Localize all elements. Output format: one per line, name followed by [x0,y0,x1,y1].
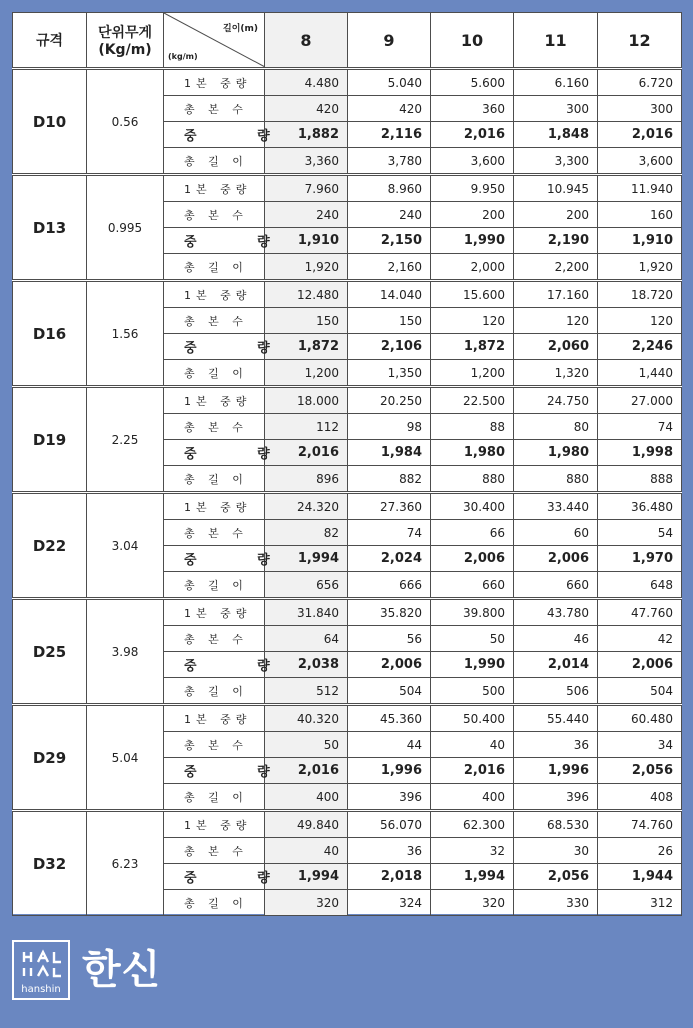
unit-weight-cell: 2.25 [87,388,164,492]
header-unit-weight-label: 단위무게 [97,25,153,41]
value-cell: 27.000 [598,388,682,414]
value-cell: 880 [431,466,514,492]
row-label: 중 량 [164,440,265,466]
value-cell: 660 [431,572,514,598]
value-cell: 2,190 [514,228,598,254]
value-cell: 880 [514,466,598,492]
value-cell: 66 [431,520,514,546]
hanshin-logo [12,940,70,1000]
value-cell: 39.800 [431,600,514,626]
value-cell: 312 [598,890,682,916]
value-cell: 35.820 [348,600,431,626]
unit-weight-cell: 0.56 [87,70,164,174]
row-label: 총 길 이 [164,148,265,174]
value-cell: 1,984 [348,440,431,466]
value-cell: 55.440 [514,706,598,732]
table-row [13,388,682,414]
value-cell: 82 [265,520,348,546]
row-label: 1본 중량 [164,600,265,626]
hanshin-logo-icon [14,942,68,982]
value-cell: 160 [598,202,682,228]
value-cell: 47.760 [598,600,682,626]
value-cell: 2,006 [514,546,598,572]
value-cell: 18.720 [598,282,682,308]
row-label: 중 량 [164,228,265,254]
value-cell: 3,600 [431,148,514,174]
value-cell: 43.780 [514,600,598,626]
value-cell: 40.320 [265,706,348,732]
table-row [13,706,682,732]
unit-weight-cell: 5.04 [87,706,164,810]
header-length-9: 9 [348,13,431,68]
value-cell: 2,006 [431,546,514,572]
value-cell: 420 [348,96,431,122]
value-cell: 15.600 [431,282,514,308]
value-cell: 64 [265,626,348,652]
header-length-weight-diagonal [164,13,265,68]
value-cell: 88 [431,414,514,440]
row-label: 1본 중량 [164,70,265,96]
spec-cell: D25 [13,600,87,704]
value-cell: 56.070 [348,812,431,838]
unit-weight-cell: 3.98 [87,600,164,704]
value-cell: 2,056 [514,864,598,890]
value-cell: 1,440 [598,360,682,386]
spec-cell: D29 [13,706,87,810]
value-cell: 42 [598,626,682,652]
value-cell: 2,014 [514,652,598,678]
table-row [13,600,682,626]
value-cell: 240 [265,202,348,228]
value-cell: 2,016 [265,758,348,784]
row-label: 중 량 [164,652,265,678]
value-cell: 3,360 [265,148,348,174]
value-cell: 24.750 [514,388,598,414]
value-cell: 2,024 [348,546,431,572]
spec-cell: D16 [13,282,87,386]
value-cell: 420 [265,96,348,122]
row-label: 총 본 수 [164,202,265,228]
value-cell: 2,006 [598,652,682,678]
value-cell: 22.500 [431,388,514,414]
value-cell: 50.400 [431,706,514,732]
value-cell: 396 [514,784,598,810]
row-label: 1본 중량 [164,812,265,838]
header-weight-label: (kg/m) [168,52,198,61]
value-cell: 68.530 [514,812,598,838]
value-cell: 2,150 [348,228,431,254]
row-label: 총 본 수 [164,414,265,440]
value-cell: 3,300 [514,148,598,174]
value-cell: 80 [514,414,598,440]
value-cell: 1,200 [265,360,348,386]
value-cell: 26 [598,838,682,864]
unit-weight-cell: 1.56 [87,282,164,386]
value-cell: 2,016 [265,440,348,466]
value-cell: 1,848 [514,122,598,148]
value-cell: 18.000 [265,388,348,414]
value-cell: 74.760 [598,812,682,838]
value-cell: 44 [348,732,431,758]
value-cell: 56 [348,626,431,652]
value-cell: 45.360 [348,706,431,732]
rebar-weight-table-sheet [12,12,681,914]
value-cell: 50 [431,626,514,652]
row-label: 중 량 [164,122,265,148]
value-cell: 12.480 [265,282,348,308]
value-cell: 120 [514,308,598,334]
value-cell: 1,872 [431,334,514,360]
value-cell: 112 [265,414,348,440]
value-cell: 54 [598,520,682,546]
value-cell: 2,116 [348,122,431,148]
value-cell: 150 [348,308,431,334]
row-label: 1본 중량 [164,494,265,520]
spec-cell: D13 [13,176,87,280]
row-label: 중 량 [164,546,265,572]
value-cell: 5.040 [348,70,431,96]
row-label: 총 길 이 [164,254,265,280]
header-unit-weight [87,13,164,68]
table-row [13,812,682,838]
value-cell: 1,994 [265,546,348,572]
value-cell: 1,920 [598,254,682,280]
value-cell: 1,998 [598,440,682,466]
value-cell: 200 [431,202,514,228]
value-cell: 34 [598,732,682,758]
value-cell: 1,994 [265,864,348,890]
row-label: 중 량 [164,758,265,784]
value-cell: 36 [514,732,598,758]
value-cell: 1,980 [431,440,514,466]
row-label: 총 길 이 [164,890,265,916]
value-cell: 46 [514,626,598,652]
unit-weight-cell: 3.04 [87,494,164,598]
row-label: 1본 중량 [164,706,265,732]
value-cell: 324 [348,890,431,916]
value-cell: 74 [348,520,431,546]
value-cell: 2,060 [514,334,598,360]
value-cell: 656 [265,572,348,598]
unit-weight-cell: 0.995 [87,176,164,280]
value-cell: 27.360 [348,494,431,520]
row-label: 총 본 수 [164,838,265,864]
value-cell: 31.840 [265,600,348,626]
value-cell: 896 [265,466,348,492]
value-cell: 660 [514,572,598,598]
table-header-row [13,13,682,68]
value-cell: 396 [348,784,431,810]
header-length-8: 8 [265,13,348,68]
value-cell: 120 [431,308,514,334]
value-cell: 330 [514,890,598,916]
row-label: 총 본 수 [164,96,265,122]
spec-cell: D22 [13,494,87,598]
value-cell: 24.320 [265,494,348,520]
header-length-label: 길이(m) [223,24,258,34]
value-cell: 8.960 [348,176,431,202]
value-cell: 1,872 [265,334,348,360]
value-cell: 1,994 [431,864,514,890]
table-row [13,282,682,308]
header-unit-weight-unit: (Kg/m) [98,42,152,58]
value-cell: 1,944 [598,864,682,890]
value-cell: 14.040 [348,282,431,308]
row-label: 총 길 이 [164,572,265,598]
value-cell: 1,996 [348,758,431,784]
header-length-11: 11 [514,13,598,68]
value-cell: 6.160 [514,70,598,96]
value-cell: 300 [514,96,598,122]
value-cell: 240 [348,202,431,228]
spec-cell: D32 [13,812,87,916]
value-cell: 1,970 [598,546,682,572]
value-cell: 2,016 [431,758,514,784]
value-cell: 1,996 [514,758,598,784]
value-cell: 500 [431,678,514,704]
value-cell: 62.300 [431,812,514,838]
row-label: 총 본 수 [164,308,265,334]
value-cell: 4.480 [265,70,348,96]
value-cell: 320 [265,890,348,916]
row-label: 총 길 이 [164,466,265,492]
value-cell: 60 [514,520,598,546]
value-cell: 2,246 [598,334,682,360]
value-cell: 49.840 [265,812,348,838]
value-cell: 408 [598,784,682,810]
value-cell: 5.600 [431,70,514,96]
row-label: 총 본 수 [164,626,265,652]
value-cell: 1,320 [514,360,598,386]
value-cell: 882 [348,466,431,492]
table-body [13,68,682,916]
value-cell: 648 [598,572,682,598]
value-cell: 2,200 [514,254,598,280]
value-cell: 98 [348,414,431,440]
value-cell: 120 [598,308,682,334]
table-row [13,176,682,202]
spec-cell: D10 [13,70,87,174]
value-cell: 40 [265,838,348,864]
value-cell: 40 [431,732,514,758]
value-cell: 504 [598,678,682,704]
row-label: 중 량 [164,334,265,360]
unit-weight-cell: 6.23 [87,812,164,916]
row-label: 총 길 이 [164,678,265,704]
value-cell: 400 [265,784,348,810]
value-cell: 506 [514,678,598,704]
value-cell: 10.945 [514,176,598,202]
value-cell: 1,910 [598,228,682,254]
value-cell: 320 [431,890,514,916]
value-cell: 2,000 [431,254,514,280]
table-row [13,70,682,96]
row-label: 총 본 수 [164,732,265,758]
value-cell: 1,990 [431,652,514,678]
row-label: 1본 중량 [164,176,265,202]
header-spec: 규격 [13,13,87,68]
value-cell: 6.720 [598,70,682,96]
row-label: 1본 중량 [164,282,265,308]
value-cell: 36 [348,838,431,864]
header-length-10: 10 [431,13,514,68]
rebar-weight-table [12,12,682,916]
row-label: 총 길 이 [164,360,265,386]
spec-cell: D19 [13,388,87,492]
value-cell: 17.160 [514,282,598,308]
value-cell: 30 [514,838,598,864]
value-cell: 666 [348,572,431,598]
value-cell: 1,990 [431,228,514,254]
value-cell: 2,160 [348,254,431,280]
value-cell: 888 [598,466,682,492]
logo-text: hanshin [21,984,61,995]
value-cell: 2,056 [598,758,682,784]
value-cell: 2,006 [348,652,431,678]
value-cell: 2,038 [265,652,348,678]
row-label: 총 본 수 [164,520,265,546]
value-cell: 74 [598,414,682,440]
row-label: 중 량 [164,864,265,890]
value-cell: 504 [348,678,431,704]
value-cell: 9.950 [431,176,514,202]
value-cell: 300 [598,96,682,122]
value-cell: 32 [431,838,514,864]
value-cell: 11.940 [598,176,682,202]
value-cell: 200 [514,202,598,228]
value-cell: 60.480 [598,706,682,732]
value-cell: 1,980 [514,440,598,466]
value-cell: 2,016 [431,122,514,148]
value-cell: 2,018 [348,864,431,890]
value-cell: 360 [431,96,514,122]
value-cell: 33.440 [514,494,598,520]
value-cell: 150 [265,308,348,334]
value-cell: 1,200 [431,360,514,386]
value-cell: 36.480 [598,494,682,520]
value-cell: 3,600 [598,148,682,174]
value-cell: 512 [265,678,348,704]
row-label: 1본 중량 [164,388,265,414]
brand-name: 한신 [82,947,162,993]
value-cell: 20.250 [348,388,431,414]
value-cell: 2,016 [598,122,682,148]
value-cell: 1,882 [265,122,348,148]
header-length-12: 12 [598,13,682,68]
value-cell: 3,780 [348,148,431,174]
value-cell: 400 [431,784,514,810]
value-cell: 50 [265,732,348,758]
value-cell: 30.400 [431,494,514,520]
value-cell: 1,350 [348,360,431,386]
value-cell: 2,106 [348,334,431,360]
value-cell: 1,910 [265,228,348,254]
value-cell: 7.960 [265,176,348,202]
value-cell: 1,920 [265,254,348,280]
table-row [13,494,682,520]
row-label: 총 길 이 [164,784,265,810]
